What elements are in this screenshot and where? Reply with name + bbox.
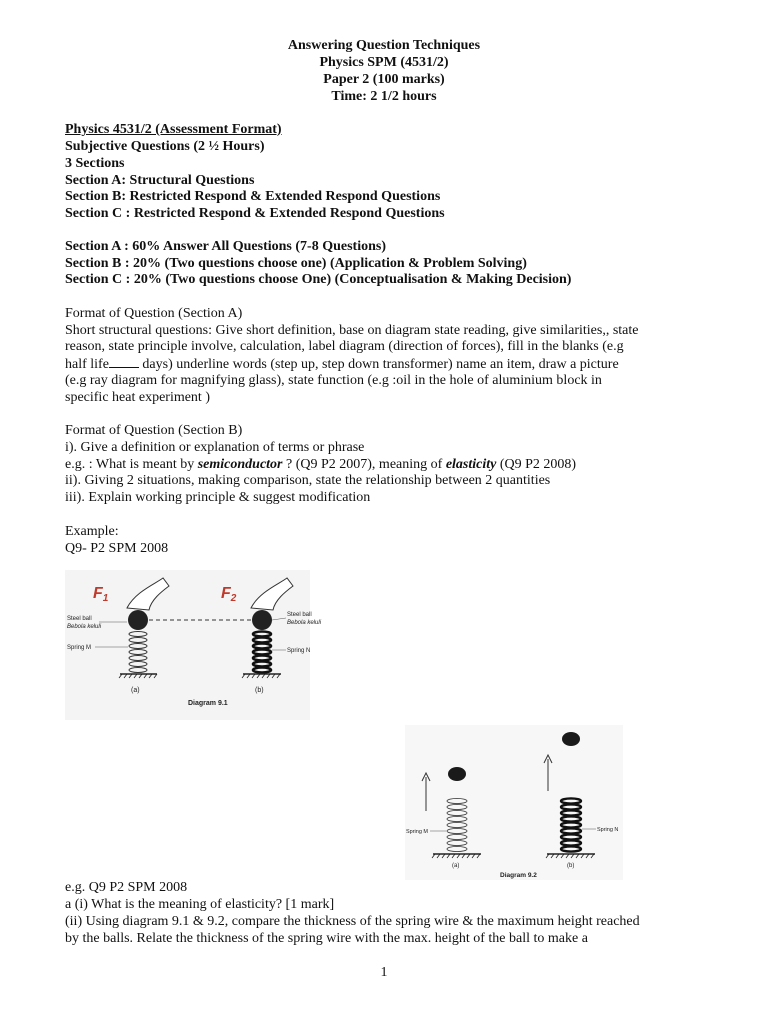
caption-a: (a) bbox=[452, 863, 460, 869]
question-ref: e.g. Q9 P2 SPM 2008 bbox=[65, 880, 188, 895]
caption-b: (b) bbox=[255, 687, 264, 694]
term-semiconductor: semiconductor bbox=[197, 457, 283, 472]
question-line: by the balls. Relate the thickness of the spring wire with the max. height of the ball to make a bbox=[65, 931, 588, 946]
section-a-text: days) underline words (step up, step down transformer) name an item, draw a picture bbox=[142, 357, 619, 372]
example-text: ? (Q9 P2 2007), meaning of bbox=[282, 457, 446, 472]
question-line: (ii) Using diagram 9.1 & 9.2, compare the thickness of the spring wire & the maximum height reached bbox=[65, 914, 640, 929]
caption-b: (b) bbox=[567, 863, 575, 869]
diagram-9-1 bbox=[65, 570, 322, 720]
ball-b bbox=[562, 732, 580, 746]
section-a-heading: Format of Question (Section A) bbox=[65, 306, 243, 321]
question-line: a (i) What is the meaning of elasticity? [1 mark] bbox=[65, 897, 335, 912]
caption-diagram-9-1: Diagram 9.1 bbox=[188, 700, 228, 707]
format-line: 3 Sections bbox=[65, 156, 125, 171]
page-number: 1 bbox=[380, 965, 388, 980]
force-label-f1: F1 bbox=[93, 585, 109, 604]
ball-a bbox=[448, 767, 466, 781]
label-steel-ball: Steel ball bbox=[67, 616, 92, 622]
example-ref: Q9- P2 SPM 2008 bbox=[65, 541, 169, 556]
document-title: Answering Question Techniques bbox=[287, 38, 481, 53]
diagram-9-2 bbox=[405, 725, 623, 880]
fill-blank bbox=[109, 355, 139, 368]
term-elasticity: elasticity bbox=[445, 457, 497, 472]
steel-ball-b bbox=[252, 610, 272, 630]
section-a-line: reason, state principle involve, calculation, label diagram (direction of forces), fill in the blanks (e.g bbox=[65, 339, 624, 354]
example-text: e.g. : What is meant by bbox=[65, 457, 198, 472]
force-label-f2: F2 bbox=[221, 585, 237, 604]
subject-line: Physics SPM (4531/2) bbox=[319, 55, 449, 70]
section-a-line: (e.g ray diagram for magnifying glass), state function (e.g :oil in the hole of aluminium block in bbox=[65, 373, 602, 388]
label-bebola-keluli: Bebola keluli bbox=[67, 624, 102, 630]
weight-line: Section A : 60% Answer All Questions (7-8 Questions) bbox=[65, 239, 386, 254]
format-line: Section C : Restricted Respond & Extended Respond Questions bbox=[65, 206, 445, 221]
label-steel-ball-b: Steel ball bbox=[287, 612, 312, 618]
format-line: Subjective Questions (2 ½ Hours) bbox=[65, 139, 265, 154]
half-life-label: half life bbox=[65, 357, 109, 372]
example-text: (Q9 P2 2008) bbox=[496, 457, 577, 472]
caption-a: (a) bbox=[131, 687, 140, 694]
section-b-item: i). Give a definition or explanation of terms or phrase bbox=[65, 440, 365, 455]
time-line: Time: 2 1/2 hours bbox=[331, 89, 437, 104]
section-b-item: iii). Explain working principle & suggest modification bbox=[65, 490, 371, 505]
section-b-item: ii). Giving 2 situations, making comparison, state the relationship between 2 quantities bbox=[65, 473, 551, 488]
label-spring-n: Spring N bbox=[287, 648, 311, 654]
paper-line: Paper 2 (100 marks) bbox=[323, 72, 445, 87]
label-spring-m: Spring M bbox=[67, 645, 92, 651]
format-line: Section B: Restricted Respond & Extended Respond Questions bbox=[65, 189, 441, 204]
format-heading: Physics 4531/2 (Assessment Format) bbox=[65, 122, 282, 137]
example-label: Example: bbox=[65, 524, 119, 539]
steel-ball-a bbox=[128, 610, 148, 630]
caption-diagram-9-2: Diagram 9.2 bbox=[500, 872, 537, 879]
section-a-line bbox=[65, 355, 619, 373]
section-a-line: specific heat experiment ) bbox=[65, 390, 210, 405]
label-bebola-keluli-b: Bebola keluli bbox=[287, 620, 322, 626]
section-b-example bbox=[65, 456, 576, 473]
label-spring-n: Spring N bbox=[597, 827, 619, 833]
weight-line: Section C : 20% (Two questions choose One) (Conceptualisation & Making Decision) bbox=[65, 272, 572, 287]
weight-line: Section B : 20% (Two questions choose one) (Application & Problem Solving) bbox=[65, 256, 527, 271]
section-b-heading: Format of Question (Section B) bbox=[65, 423, 243, 438]
section-a-line: Short structural questions: Give short definition, base on diagram state reading, give similarities,, state bbox=[65, 323, 639, 338]
format-line: Section A: Structural Questions bbox=[65, 173, 255, 188]
label-spring-m: Spring M bbox=[406, 829, 429, 835]
